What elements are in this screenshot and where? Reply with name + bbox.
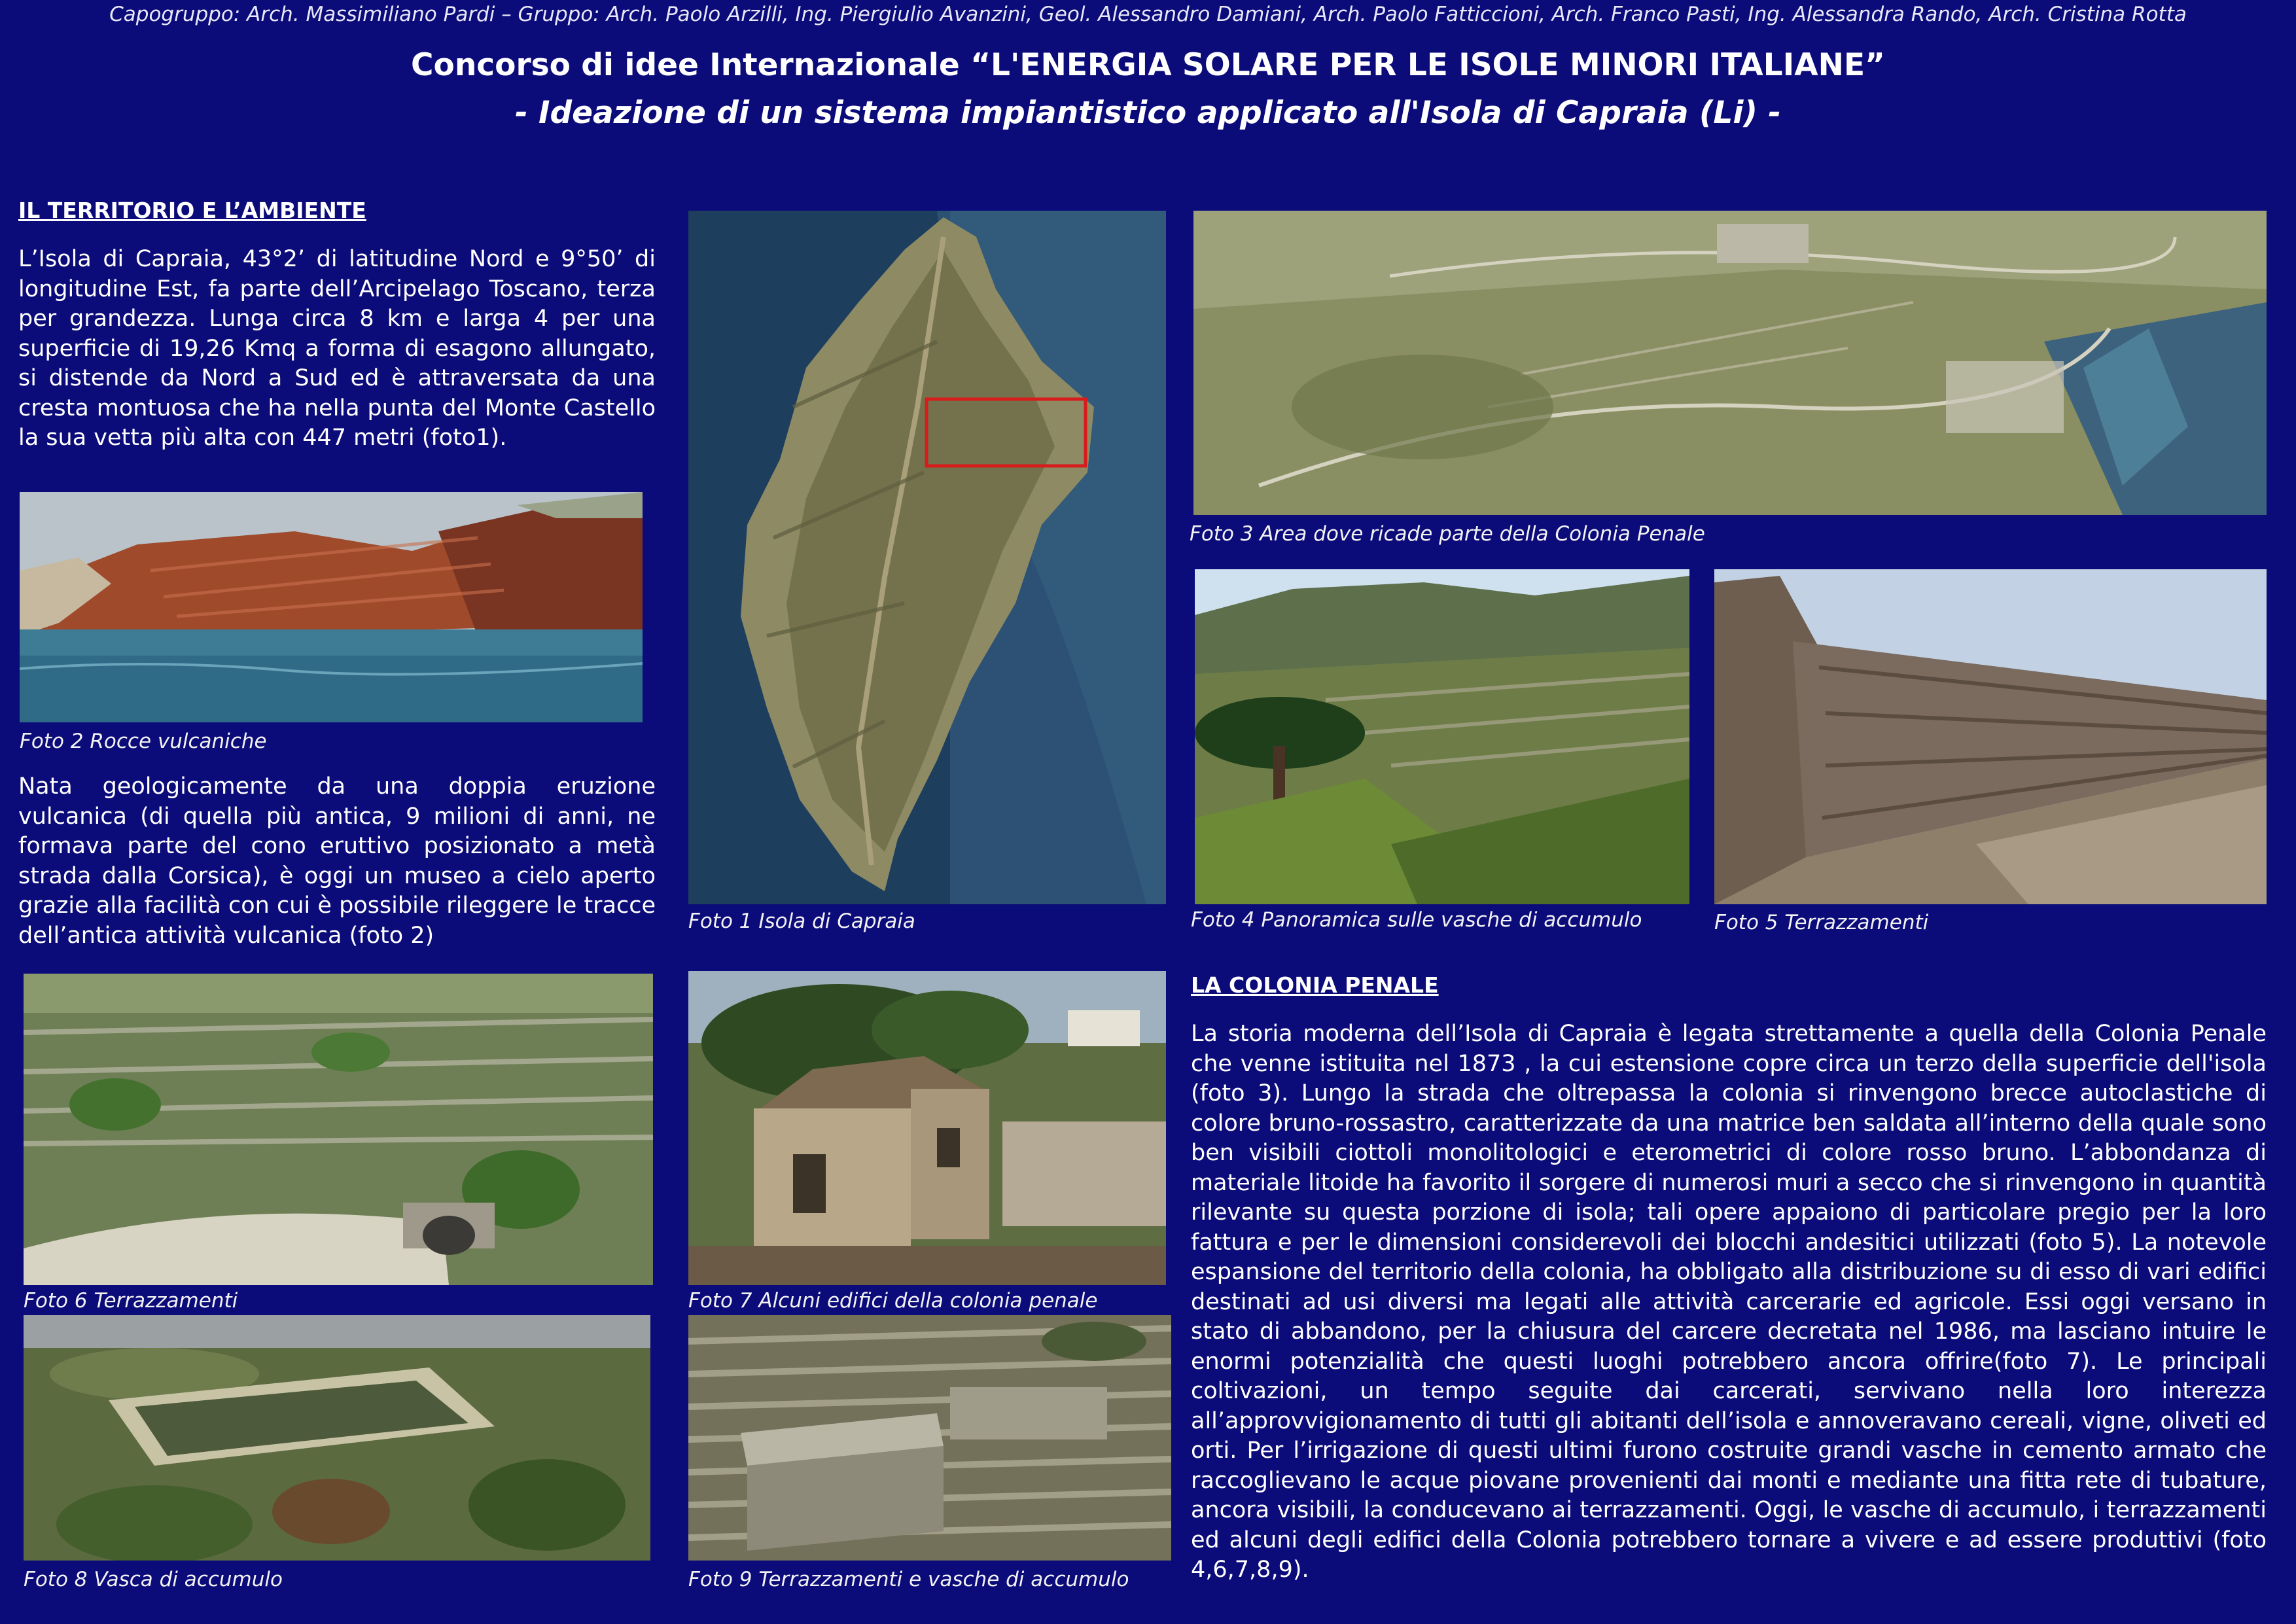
caption-foto5: Foto 5 Terrazzamenti xyxy=(1714,911,1929,934)
foto9-terrazzamenti-vasche xyxy=(688,1315,1171,1561)
caption-foto8: Foto 8 Vasca di accumulo xyxy=(24,1568,283,1591)
colonia-heading: LA COLONIA PENALE xyxy=(1191,972,1439,998)
credits-line: Capogruppo: Arch. Massimiliano Pardi – Gruppo: Arch. Paolo Arzilli, Ing. Piergiulio Avanzini, Geol. Alessandro Damiani, Arch. Paolo Fatticcioni, Arch. Franco Pasti, Ing. Alessandra Rando, Arch. Cristina Rotta xyxy=(109,3,2187,26)
colonia-paragraph: La storia moderna dell’Isola di Capraia è legata strettamente a quella della Colonia Penale che venne istituita nel 1873 , la cui estensione copre circa un terzo della superficie dell'isola (foto 3). Lungo la strada che oltrepassa la colonia si rinvengono brecce autoclastiche di colore bruno-rossastro, caratterizzate da una matrice ben saldata all’interno della quale sono ben visibili ciottoli monolitologici e eterometrici di colore rosso bruno. L’abbondanza di materiale litoide ha favorito il sorgere di numerosi muri a secco che si rinvengono in quantità rilevante su questa porzione di isola; tali opere appaiono di particolare pregio per la loro fattura e per le dimensioni considerevoli dei blocchi andesitici utilizzati (foto 5). La notevole espansione del territorio della colonia, ha obbligato alla distribuzione su di esso di vari edifici destinati ad usi diversi ma legati alle attività carcerarie ed agricole. Essi oggi versano in stato di abbandono, per la chiusura del carcere decretata nel 1986, ma lasciano intuire le enormi potenzialità che questi luoghi potrebbero ancora offrire(foto 7). Le principali coltivazioni, un tempo seguite dai carcerati, servivano nella loro interezza all’approvvigionamento di tutti gli abitanti dell’isola e annoveravano cereali, vigne, oliveti ed orti. Per l’irrigazione di questi ultimi furono costruite grandi vasche in cemento armato che raccoglievano le acque piovane provenienti dai monti e mediante una fitta rete di tubature, ancora visibili, la conducevano ai terrazzamenti. Oggi, le vasche di accumulo, i terrazzamenti ed alcuni degli edifici della Colonia potrebbero tornare a vivere e ad essere produttivi (foto 4,6,7,8,9). xyxy=(1191,1021,2267,1583)
foto7-edifici-colonia-penale xyxy=(688,971,1166,1285)
foto3-area-colonia-penale xyxy=(1193,211,2267,515)
foto2-rocce-vulcaniche xyxy=(20,492,643,722)
foto4-panoramica-vasche xyxy=(1195,569,1689,904)
caption-foto9: Foto 9 Terrazzamenti e vasche di accumulo xyxy=(688,1568,1129,1591)
caption-foto1: Foto 1 Isola di Capraia xyxy=(688,909,915,933)
territorio-heading: IL TERRITORIO E L’AMBIENTE xyxy=(18,198,366,223)
poster-subtitle: - Ideazione di un sistema impiantistico applicato all'Isola di Capraia (Li) - xyxy=(515,95,1781,131)
territorio-paragraph-2: Nata geologicamente da una doppia eruzione vulcanica (di quella più antica, 9 milioni di anni, ne formava parte del cono eruttivo posizionato a metà strada dalla Corsica), è oggi un museo a cielo aperto grazie alla facilità con cui è possibile rileggere le tracce dell’antica attività vulcanica (foto 2) xyxy=(18,773,656,949)
foto6-terrazzamenti xyxy=(24,974,653,1285)
caption-foto7: Foto 7 Alcuni edifici della colonia penale xyxy=(688,1289,1098,1313)
territorio-paragraph-1: L’Isola di Capraia, 43°2’ di latitudine Nord e 9°50’ di longitudine Est, fa parte dell’Arcipelago Toscano, terza per grandezza. Lunga circa 8 km e larga 4 per una superficie di 19,26 Kmq a forma di esagono allungato, si distende da Nord a Sud ed è attraversata da una cresta montuosa che ha nella punta del Monte Castello la sua vetta più alta con 447 metri (foto1). xyxy=(18,246,656,451)
poster-title: Concorso di idee Internazionale “L'ENERGIA SOLARE PER LE ISOLE MINORI ITALIANE” xyxy=(411,47,1885,83)
foto5-terrazzamenti xyxy=(1714,569,2267,904)
caption-foto3: Foto 3 Area dove ricade parte della Colonia Penale xyxy=(1190,522,1705,546)
caption-foto2: Foto 2 Rocce vulcaniche xyxy=(20,730,267,753)
caption-foto6: Foto 6 Terrazzamenti xyxy=(24,1289,238,1313)
caption-foto4: Foto 4 Panoramica sulle vasche di accumulo xyxy=(1191,908,1642,932)
foto1-isola-di-capraia xyxy=(688,211,1166,904)
foto8-vasca-di-accumulo xyxy=(24,1315,650,1561)
